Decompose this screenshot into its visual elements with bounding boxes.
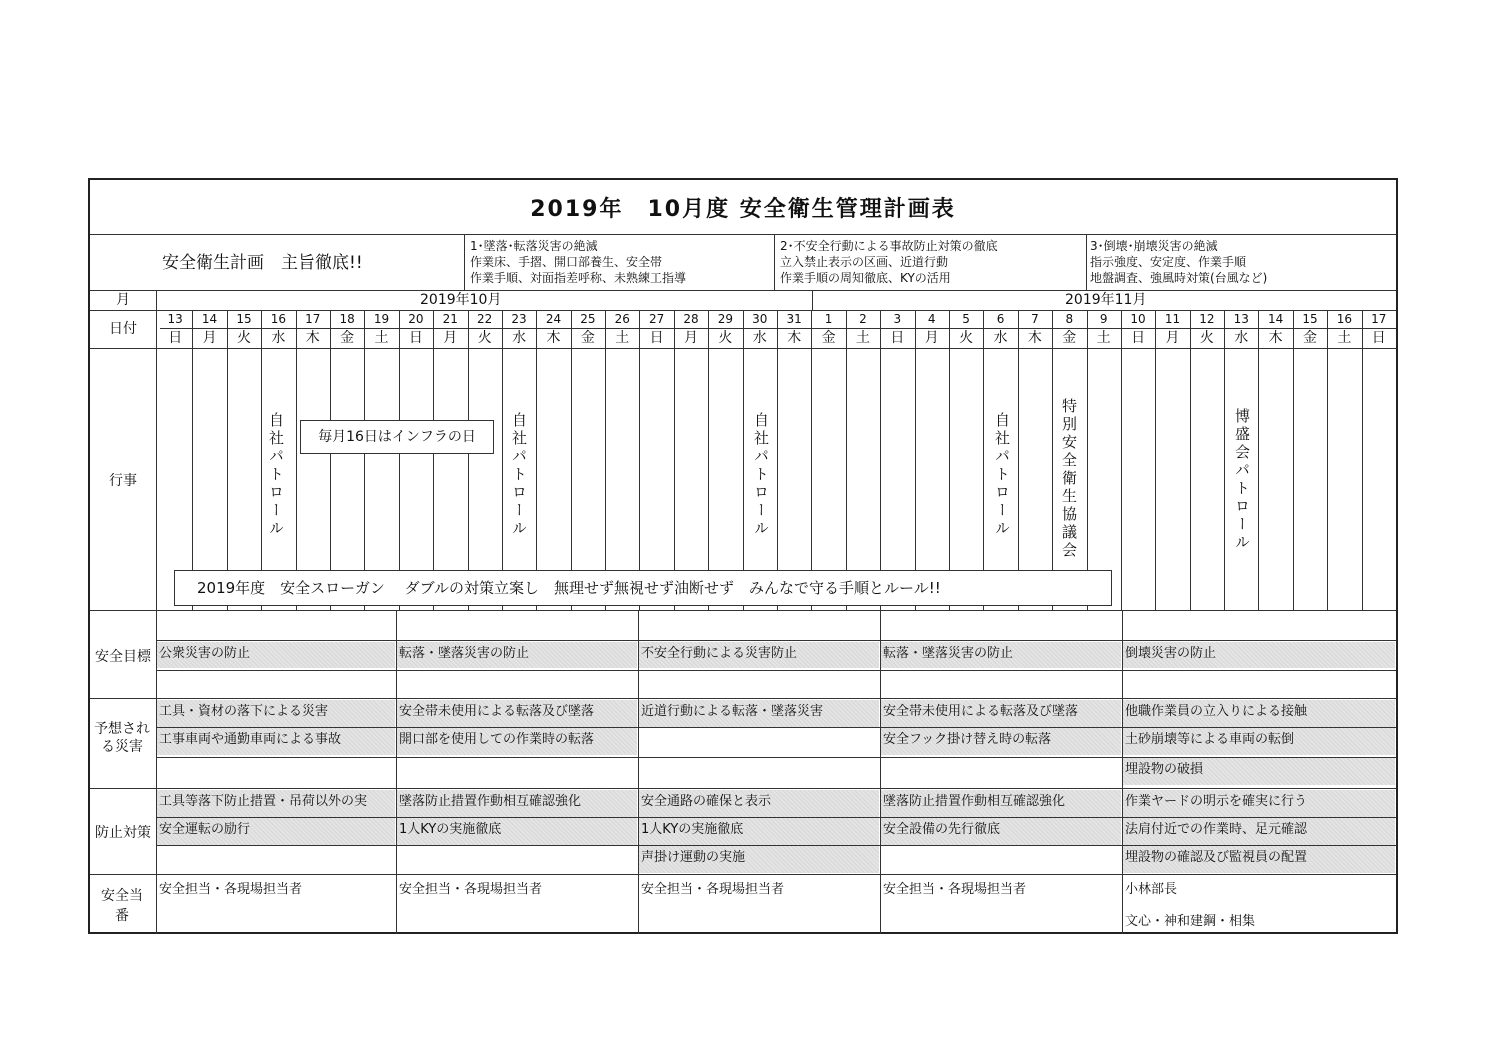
day-number: 23 — [511, 312, 527, 326]
day-number: 1 — [824, 312, 833, 326]
day-of-week: 水 — [512, 330, 527, 346]
day-of-week: 金 — [1062, 330, 1077, 346]
prevention-cell: 法肩付近での作業時、足元確認 — [1123, 818, 1395, 845]
day-number: 11 — [1164, 312, 1181, 326]
expected-disaster-cell: 近道行動による転落・墜落災害 — [639, 700, 879, 727]
expected-disaster-cell: 埋設物の破損 — [1123, 758, 1395, 785]
day-of-week: 土 — [855, 330, 870, 346]
prevention-cell: 作業ヤードの明示を確実に行う — [1123, 790, 1395, 817]
sub-divider — [396, 640, 638, 641]
policy-3-line3: 地盤調査、強風時対策(台風など) — [1090, 271, 1268, 285]
day-number: 14 — [1267, 312, 1284, 326]
day-number: 28 — [683, 312, 699, 326]
safety-slogan: 2019年度 安全スローガン ダブルの対策立案し 無理せず無視せず油断せず みんなで守る手順とルール!! — [174, 570, 1112, 606]
prevention-cell — [397, 846, 637, 873]
row-label-expected-disaster: 予想される災害 — [94, 721, 150, 755]
prevention-cell: 1人KYの実施徹底 — [639, 818, 879, 845]
sub-divider — [1122, 640, 1396, 641]
day-of-week: 土 — [615, 330, 630, 346]
safety-duty-cell — [639, 910, 879, 934]
expected-disaster-cell: 安全フック掛け替え時の転落 — [881, 728, 1121, 755]
infra-day-note: 毎月16日はインフラの日 — [300, 420, 494, 454]
month-november: 2019年11月 — [1065, 292, 1147, 308]
day-number: 7 — [1031, 312, 1039, 326]
day-of-week: 月 — [202, 330, 217, 346]
expected-disaster-cell: 安全帯未使用による転落及び墜落 — [397, 700, 637, 727]
day-of-week: 火 — [1199, 330, 1214, 346]
prevention-cell: 工具等落下防止措置・吊荷以外の実 — [157, 790, 395, 817]
row-label-safety-goal: 安全目標 — [95, 649, 151, 665]
day-number: 22 — [477, 312, 493, 326]
safety-duty-cell — [157, 910, 395, 934]
day-number: 25 — [580, 312, 596, 326]
day-number: 31 — [786, 312, 802, 326]
day-number: 27 — [648, 312, 665, 326]
policy-2-line3: 作業手順の周知徹底、KYの活用 — [780, 271, 951, 285]
day-of-week: 火 — [236, 330, 251, 346]
day-of-week: 火 — [477, 330, 492, 346]
expected-disaster-cell: 開口部を使用しての作業時の転落 — [397, 728, 637, 755]
day-of-week: 木 — [305, 330, 320, 346]
day-of-week: 日 — [408, 330, 423, 346]
day-of-week: 日 — [890, 330, 905, 346]
row-label-date: 日付 — [109, 321, 137, 337]
expected-disaster-cell — [639, 728, 879, 755]
day-number: 29 — [717, 312, 734, 326]
event-patrol-30: 自社パトロール — [752, 412, 770, 538]
day-of-week: 土 — [1337, 330, 1352, 346]
prevention-cell: 墜落防止措置作動相互確認強化 — [397, 790, 637, 817]
day-of-week: 日 — [168, 330, 183, 346]
expected-disaster-cell — [639, 758, 879, 785]
day-of-week: 火 — [718, 330, 733, 346]
day-of-week: 水 — [993, 330, 1008, 346]
policy-3-line1: 3･倒壊･崩壊災害の絶滅 — [1090, 239, 1218, 253]
expected-disaster-cell: 他職作業員の立入りによる接触 — [1123, 700, 1395, 727]
event-association-patrol: 博盛会パトロール — [1233, 408, 1251, 552]
row-label-events: 行事 — [109, 473, 137, 489]
day-of-week: 木 — [1268, 330, 1283, 346]
day-number: 3 — [893, 312, 902, 326]
policy-1-line1: 1･墜落･転落災害の絶滅 — [470, 239, 598, 253]
day-of-week: 月 — [1165, 330, 1180, 346]
day-number: 21 — [442, 312, 458, 326]
day-number: 4 — [927, 312, 936, 326]
sub-divider — [638, 640, 880, 641]
day-number: 6 — [996, 312, 1005, 326]
day-number: 9 — [1099, 312, 1108, 326]
event-patrol-23: 自社パトロール — [510, 412, 528, 538]
policy-1-line3: 作業手順、対面指差呼称、未熟練工指導 — [470, 271, 687, 285]
month-october: 2019年10月 — [420, 292, 502, 308]
day-number: 10 — [1130, 312, 1146, 326]
day-number: 12 — [1199, 312, 1215, 326]
day-number: 5 — [962, 312, 970, 326]
day-number: 26 — [614, 312, 630, 326]
day-number: 15 — [1302, 312, 1318, 326]
week-grid — [90, 180, 1396, 936]
day-number: 13 — [1233, 312, 1249, 326]
policy-3-line2: 指示強度、安定度、作業手順 — [1090, 255, 1247, 269]
expected-disaster-cell: 安全帯未使用による転落及び墜落 — [881, 700, 1121, 727]
day-of-week: 月 — [684, 330, 699, 346]
row-label-safety-duty: 安全当番 — [101, 888, 143, 924]
row-label-prevention: 防止対策 — [95, 825, 151, 841]
day-number: 18 — [339, 312, 355, 326]
safety-goal-cell: 公衆災害の防止 — [157, 642, 395, 668]
day-of-week: 日 — [649, 330, 664, 346]
day-number: 14 — [201, 312, 218, 326]
safety-duty-cell: 安全担当・各現場担当者 — [399, 882, 543, 897]
expected-disaster-cell: 工具・資材の落下による災害 — [157, 700, 395, 727]
expected-disaster-cell: 工事車両や通勤車両による事故 — [157, 728, 395, 755]
safety-goal-cell: 転落・墜落災害の防止 — [881, 642, 1121, 668]
policy-1-line2: 作業床、手摺、開口部養生、安全帯 — [470, 255, 663, 269]
day-number: 17 — [1371, 312, 1387, 326]
day-of-week: 金 — [1303, 330, 1318, 346]
sub-divider — [156, 670, 396, 671]
safety-goal-cell: 不安全行動による災害防止 — [639, 642, 879, 668]
safety-goal-cell: 転落・墜落災害の防止 — [397, 642, 637, 668]
row-label-month: 月 — [116, 292, 130, 308]
prevention-cell — [157, 846, 395, 873]
safety-duty-cell: 小林部長 — [1125, 882, 1178, 897]
prevention-cell: 1人KYの実施徹底 — [397, 818, 637, 845]
prevention-cell: 安全通路の確保と表示 — [639, 790, 879, 817]
expected-disaster-cell — [397, 758, 637, 785]
day-number: 16 — [1336, 312, 1353, 326]
expected-disaster-cell: 土砂崩壊等による車両の転倒 — [1123, 728, 1395, 755]
sub-divider — [880, 670, 1122, 671]
event-safety-committee: 特別安全衛生協議会 — [1060, 398, 1078, 560]
sub-divider — [156, 640, 396, 641]
expected-disaster-cell — [157, 758, 395, 785]
policy-2-line2: 立入禁止表示の区画、近道行動 — [780, 255, 949, 269]
day-number: 19 — [373, 312, 390, 326]
event-patrol-6: 自社パトロール — [993, 412, 1011, 538]
day-of-week: 日 — [1371, 330, 1386, 346]
day-of-week: 金 — [580, 330, 595, 346]
day-of-week: 火 — [959, 330, 974, 346]
day-number: 13 — [167, 312, 183, 326]
day-of-week: 月 — [443, 330, 458, 346]
safety-duty-cell: 安全担当・各現場担当者 — [159, 882, 303, 897]
day-number: 24 — [545, 312, 562, 326]
safety-duty-cell — [881, 910, 1121, 934]
day-of-week: 土 — [374, 330, 389, 346]
prevention-cell: 安全設備の先行徹底 — [881, 818, 1121, 845]
day-of-week: 土 — [1096, 330, 1111, 346]
prevention-cell: 墜落防止措置作動相互確認強化 — [881, 790, 1121, 817]
prevention-cell: 埋設物の確認及び監視員の配置 — [1123, 846, 1395, 873]
motto: 安全衛生計画 主旨徹底!! — [162, 253, 363, 273]
policy-2-line1: 2･不安全行動による事故防止対策の徹底 — [780, 239, 998, 253]
day-number: 16 — [270, 312, 286, 326]
day-number: 8 — [1065, 312, 1074, 326]
day-of-week: 木 — [546, 330, 561, 346]
safety-duty-cell — [397, 910, 637, 934]
day-of-week: 木 — [1027, 330, 1042, 346]
day-number: 2 — [859, 312, 867, 326]
event-patrol-16: 自社パトロール — [267, 412, 285, 538]
day-of-week: 金 — [340, 330, 355, 346]
day-of-week: 水 — [1234, 330, 1249, 346]
safety-plan-sheet — [88, 178, 1398, 934]
safety-duty-cell: 文心・神和建鋼・相集 — [1125, 914, 1256, 929]
prevention-cell: 安全運転の励行 — [157, 818, 395, 845]
day-of-week: 日 — [1131, 330, 1146, 346]
safety-duty-cell: 安全担当・各現場担当者 — [883, 882, 1027, 897]
sub-divider — [880, 640, 1122, 641]
prevention-cell: 声掛け運動の実施 — [639, 846, 879, 873]
expected-disaster-cell — [881, 758, 1121, 785]
sub-divider — [638, 670, 880, 671]
day-number: 30 — [752, 312, 768, 326]
day-of-week: 金 — [821, 330, 836, 346]
prevention-cell — [881, 846, 1121, 873]
day-of-week: 木 — [787, 330, 802, 346]
safety-duty-cell: 安全担当・各現場担当者 — [641, 882, 785, 897]
day-number: 20 — [408, 312, 424, 326]
day-of-week: 月 — [924, 330, 939, 346]
safety-goal-cell: 倒壊災害の防止 — [1123, 642, 1395, 668]
sub-divider — [396, 670, 638, 671]
day-of-week: 水 — [271, 330, 286, 346]
day-number: 17 — [305, 312, 321, 326]
day-number: 15 — [236, 312, 252, 326]
sub-divider — [1122, 670, 1396, 671]
page-title: 2019年 10月度 安全衛生管理計画表 — [530, 197, 956, 222]
day-of-week: 水 — [752, 330, 767, 346]
